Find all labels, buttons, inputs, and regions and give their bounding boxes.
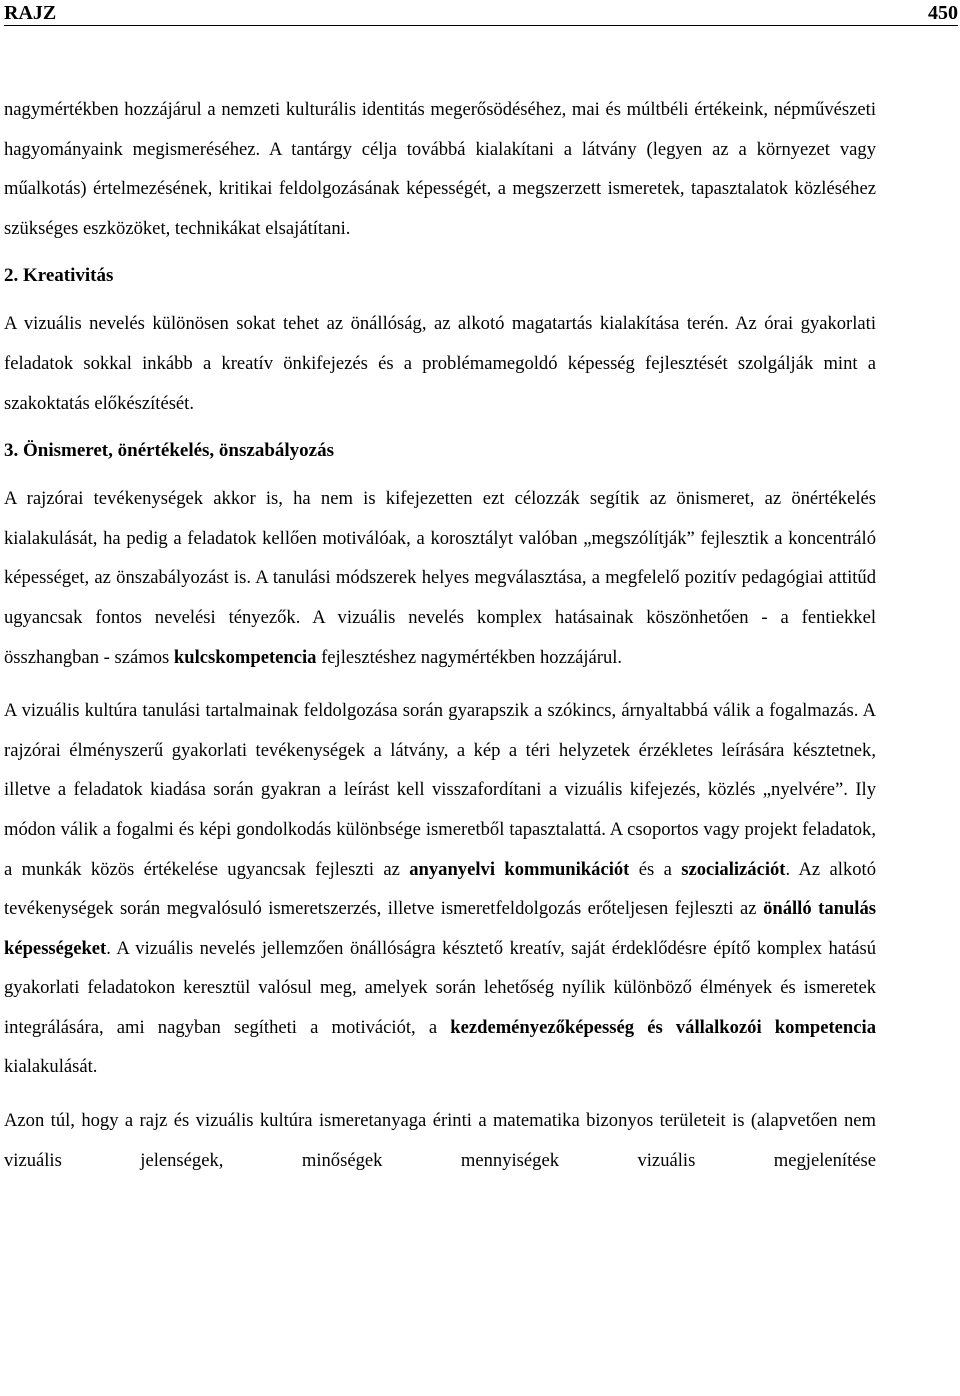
- paragraph-vk-text-4: . A vizuális nevelés jellemzően önállóságra késztető kreatív, saját érdeklődésre építő komplex hatású gyakorlati feladatokon keresztül valósul meg, amelyek során lehetőség nyílik különböző élmények és ismeretek integrálására, ami nagyban segítheti a motivációt, a: [4, 937, 876, 1038]
- paragraph-vk-text-2: és a: [629, 858, 682, 880]
- term-szocializacio: szocializációt: [681, 858, 786, 880]
- term-onallo-tanulas: önálló tanulás képességeket: [4, 898, 876, 959]
- paragraph-matematika: Azon túl, hogy a rajz és vizuális kultúra ismeretanyaga érinti a matematika bizonyos területeit is (alapvetően nem vizuális jelenségek, minőségek mennyiségek vizuális megjelenítése: [4, 1110, 876, 1171]
- term-kulcskompetencia: kulcskompetencia: [173, 646, 317, 668]
- paragraph-intro: nagymértékben hozzájárul a nemzeti kulturális identitás megerősödéséhez, mai és múltbéli értékeink, népművészeti hagyományaink megismeréséhez. A tantárgy célja továbbá kialakítani a látvány (legyen az a környezet vagy műalkotás) értelmezésének, kritikai feldolgozásának képességét, a megszerzett ismeretek, tapasztalatok közléséhez szükséges eszközöket, technikákat elsajátítani.: [4, 99, 876, 239]
- heading-kreativitas: 2. Kreativitás: [4, 265, 114, 287]
- paragraph-vk-text-1: A vizuális kultúra tanulási tartalmainak feldolgozása során gyarapszik a szókincs, árnyaltabbá válik a fogalmazás. A rajzórai élményszerű gyakorlati tevékenységek a látvány, a kép a téri helyzetek érzékletes leírására késztetnek, illetve a feladatok kiadása során gyakran a leírást kell visszafordítani a vizuális kifejezés, közlés „nyelvére”. Ily módon válik a fogalmi és képi gondolkodás különbsége ismeretből tapasztalattá. A csoportos vagy projekt feladatok, a munkák közös értékelése ugyancsak fejleszti az: [4, 700, 876, 880]
- document-body: [4, 90, 876, 1180]
- paragraph-onismeret-text-2: fejlesztéshez nagymértékben hozzájárul.: [316, 646, 623, 668]
- page-header: [4, 0, 958, 26]
- section-title: RAJZ: [4, 2, 57, 24]
- paragraph-kreativitas: A vizuális nevelés különösen sokat tehet az önállóság, az alkotó magatartás kialakítása terén. Az órai gyakorlati feladatok sokkal inkább a kreatív önkifejezés és a problémamegoldó képesség fejlesztését szolgálják mint a szakoktatás előkészítését.: [4, 313, 876, 414]
- paragraph-vk-text-5: kialakulását.: [4, 1056, 98, 1078]
- page-number: 450: [928, 2, 958, 24]
- term-kezdemenyezokepesseg: kezdeményezőképesség és vállalkozói kompetencia: [450, 1016, 876, 1038]
- term-anyanyelvi-kommunikacio: anyanyelvi kommunikációt: [409, 858, 630, 880]
- paragraph-vizualis-kultura: [4, 691, 876, 1087]
- paragraph-vk-text-3: . Az alkotó tevékenységek során megvalósuló ismeretszerzés, illetve ismeretfeldolgozás erőteljesen fejleszti az: [4, 858, 877, 920]
- heading-onismeret: 3. Önismeret, önértékelés, önszabályozás: [4, 440, 334, 462]
- paragraph-onismeret: [4, 479, 876, 677]
- paragraph-onismeret-text-1: A rajzórai tevékenységek akkor is, ha nem is kifejezetten ezt célozzák segítik az önismeret, az önértékelés kialakulását, ha pedig a feladatok kellően motiválóak, a korosztályt valóban „megszólítják” fejlesztik a koncentráló képességet, az önszabályozást is. A tanulási módszerek helyes megválasztása, a megfelelő pozitív pedagógiai attitűd ugyancsak fontos nevelési tényezők. A vizuális nevelés komplex hatásainak köszönhetően - a fentiekkel összhangban - számos: [4, 488, 876, 668]
